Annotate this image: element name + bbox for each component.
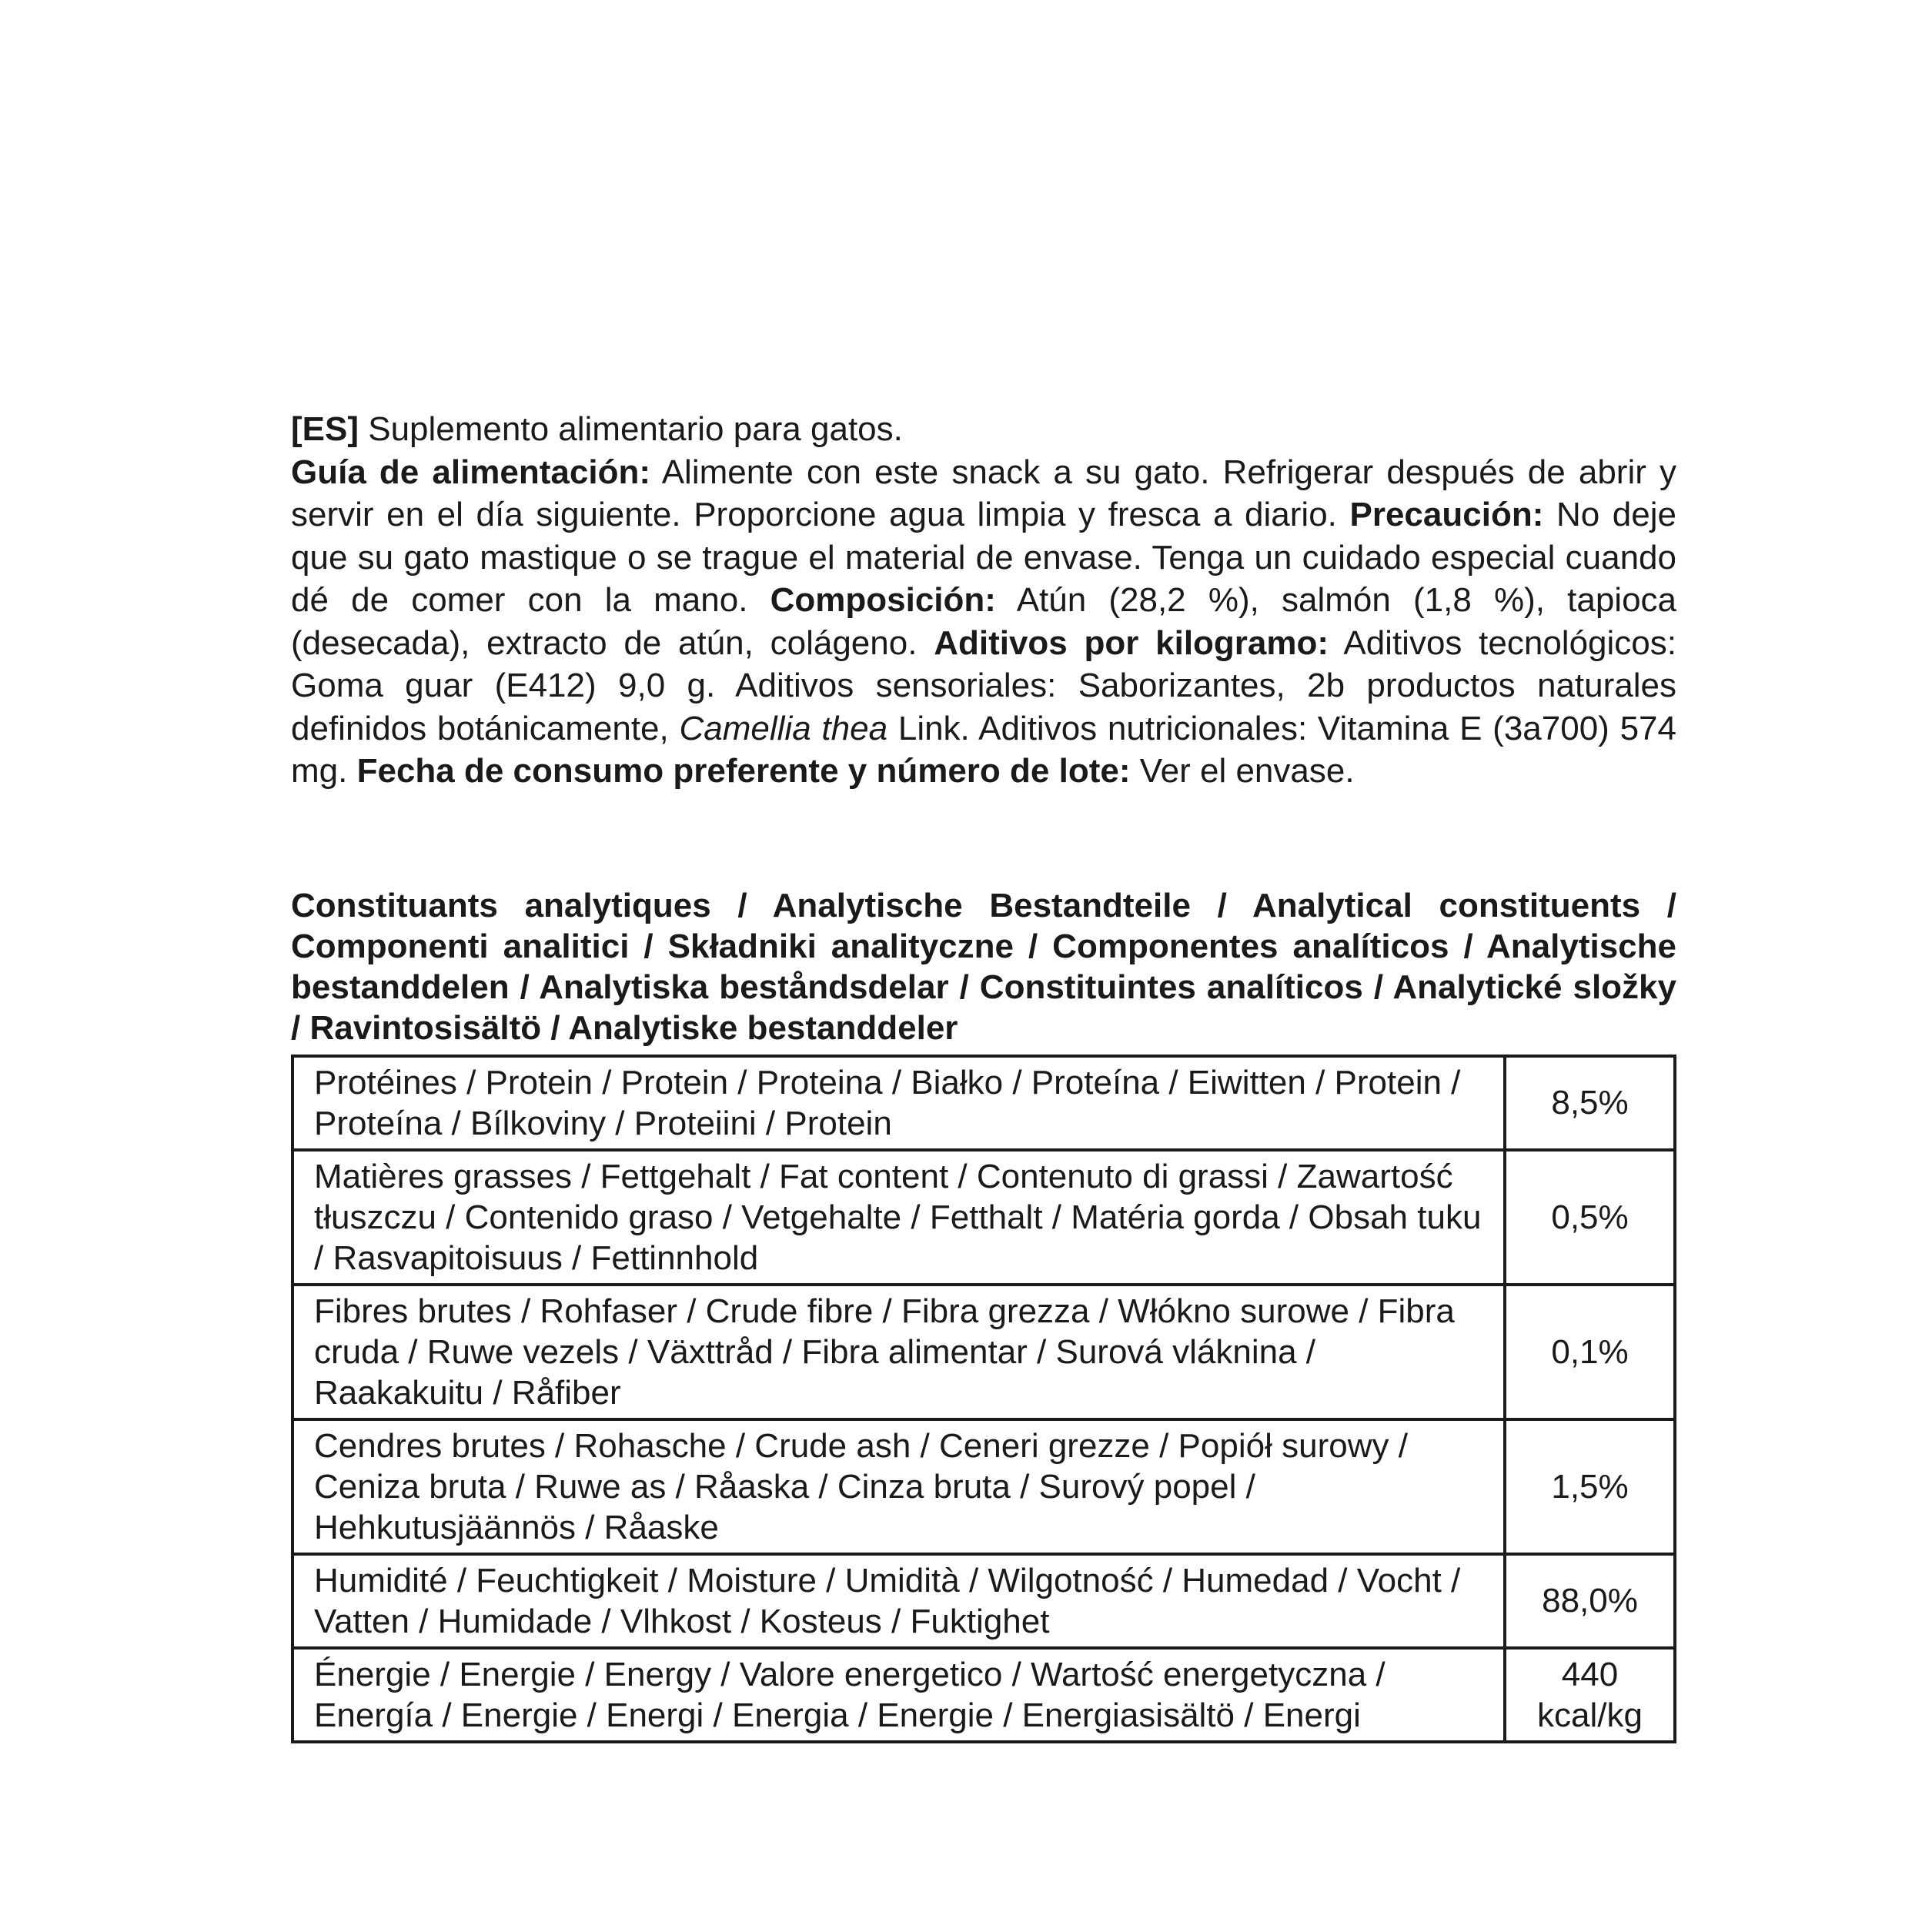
constituent-name: Fibres brutes / Rohfaser / Crude fibre / Fibra grezza / Włókno surowe / Fibra cruda / Ruwe vezels / Växttråd / Fibra alimentar / Surová vláknina / Raakakuitu / Råfiber — [292, 1285, 1505, 1419]
feeding-guide-text: Alimente con este snack a su gato. Refrigerar después de abrir y servir en el día siguiente. Proporcione agua limpia y fresca a diario. — [291, 453, 1676, 533]
analytical-constituents-table — [291, 1055, 1676, 1743]
best-before-text: Ver el envase. — [1139, 752, 1355, 790]
constituent-value: 8,5% — [1505, 1056, 1675, 1150]
spanish-description — [291, 408, 1676, 793]
table-row — [292, 1648, 1675, 1742]
additives-species: Camellia thea — [679, 709, 888, 747]
constituent-name: Énergie / Energie / Energy / Valore energetico / Wartość energetyczna / Energía / Energie / Energi / Energia / Energie / Energiasisältö / Energi — [292, 1648, 1505, 1742]
language-tag: [ES] — [291, 410, 359, 448]
constituent-name: Humidité / Feuchtigkeit / Moisture / Umidità / Wilgotność / Humedad / Vocht / Vatten / Humidade / Vlhkost / Kosteus / Fuktighet — [292, 1554, 1505, 1648]
constituent-name: Cendres brutes / Rohasche / Crude ash / Ceneri grezze / Popiół surowy / Ceniza bruta / Ruwe as / Råaska / Cinza bruta / Surový popel / Hehkutusjäännös / Råaske — [292, 1419, 1505, 1554]
intro-line — [291, 408, 1676, 451]
additives-text-2: Link. Aditivos nutricionales: Vitamina E (3a700) 574 mg. — [291, 709, 1676, 790]
constituent-value: 0,5% — [1505, 1150, 1675, 1285]
constituent-value: 88,0% — [1505, 1554, 1675, 1648]
analytical-constituents-heading: Constituants analytiques / Analytische Bestandteile / Analytical constituents / Componenti analitici / Składniki analityczne / Componentes analíticos / Analytische bestanddelen / Analytiska beståndsdelar / Constituintes analíticos / Analytické složky / Ravintosisältö / Analytiske bestanddeler — [291, 886, 1676, 1047]
table-row — [292, 1150, 1675, 1285]
composition-text: Atún (28,2 %), salmón (1,8 %), tapioca (desecada), extracto de atún, colágeno. — [291, 581, 1677, 662]
composition-title: Composición: — [770, 581, 996, 619]
table-row — [292, 1419, 1675, 1554]
additives-title: Aditivos por kilogramo: — [934, 623, 1329, 662]
constituent-name: Protéines / Protein / Protein / Proteina / Białko / Proteína / Eiwitten / Protein / Proteína / Bílkoviny / Proteiini / Protein — [292, 1056, 1505, 1150]
constituent-value: 440 kcal/kg — [1505, 1648, 1675, 1742]
caution-text: No deje que su gato mastique o se trague el material de envase. Tenga un cuidado especial cuando dé de comer con la mano. — [291, 496, 1676, 619]
constituent-value: 0,1% — [1505, 1285, 1675, 1419]
table-row — [292, 1056, 1675, 1150]
constituent-value: 1,5% — [1505, 1419, 1675, 1554]
constituent-name: Matières grasses / Fettgehalt / Fat content / Contenuto di grassi / Zawartość tłuszczu / Contenido graso / Vetgehalte / Fetthalt / Matéria gorda / Obsah tuku / Rasvapitoisuus / Fettinnhold — [292, 1150, 1505, 1285]
table-row — [292, 1554, 1675, 1648]
feeding-guide-title: Guía de alimentación: — [291, 453, 650, 491]
intro-text: Suplemento alimentario para gatos. — [368, 410, 903, 448]
best-before-title: Fecha de consumo preferente y número de lote: — [356, 752, 1131, 790]
caution-title: Precaución: — [1349, 496, 1544, 533]
product-label — [291, 408, 1676, 1743]
table-row — [292, 1285, 1675, 1419]
additives-text-1: Aditivos tecnológicos: Goma guar (E412) 9,0 g. Aditivos sensoriales: Saborizantes, 2b productos naturales definidos botánicamente, — [291, 623, 1676, 747]
